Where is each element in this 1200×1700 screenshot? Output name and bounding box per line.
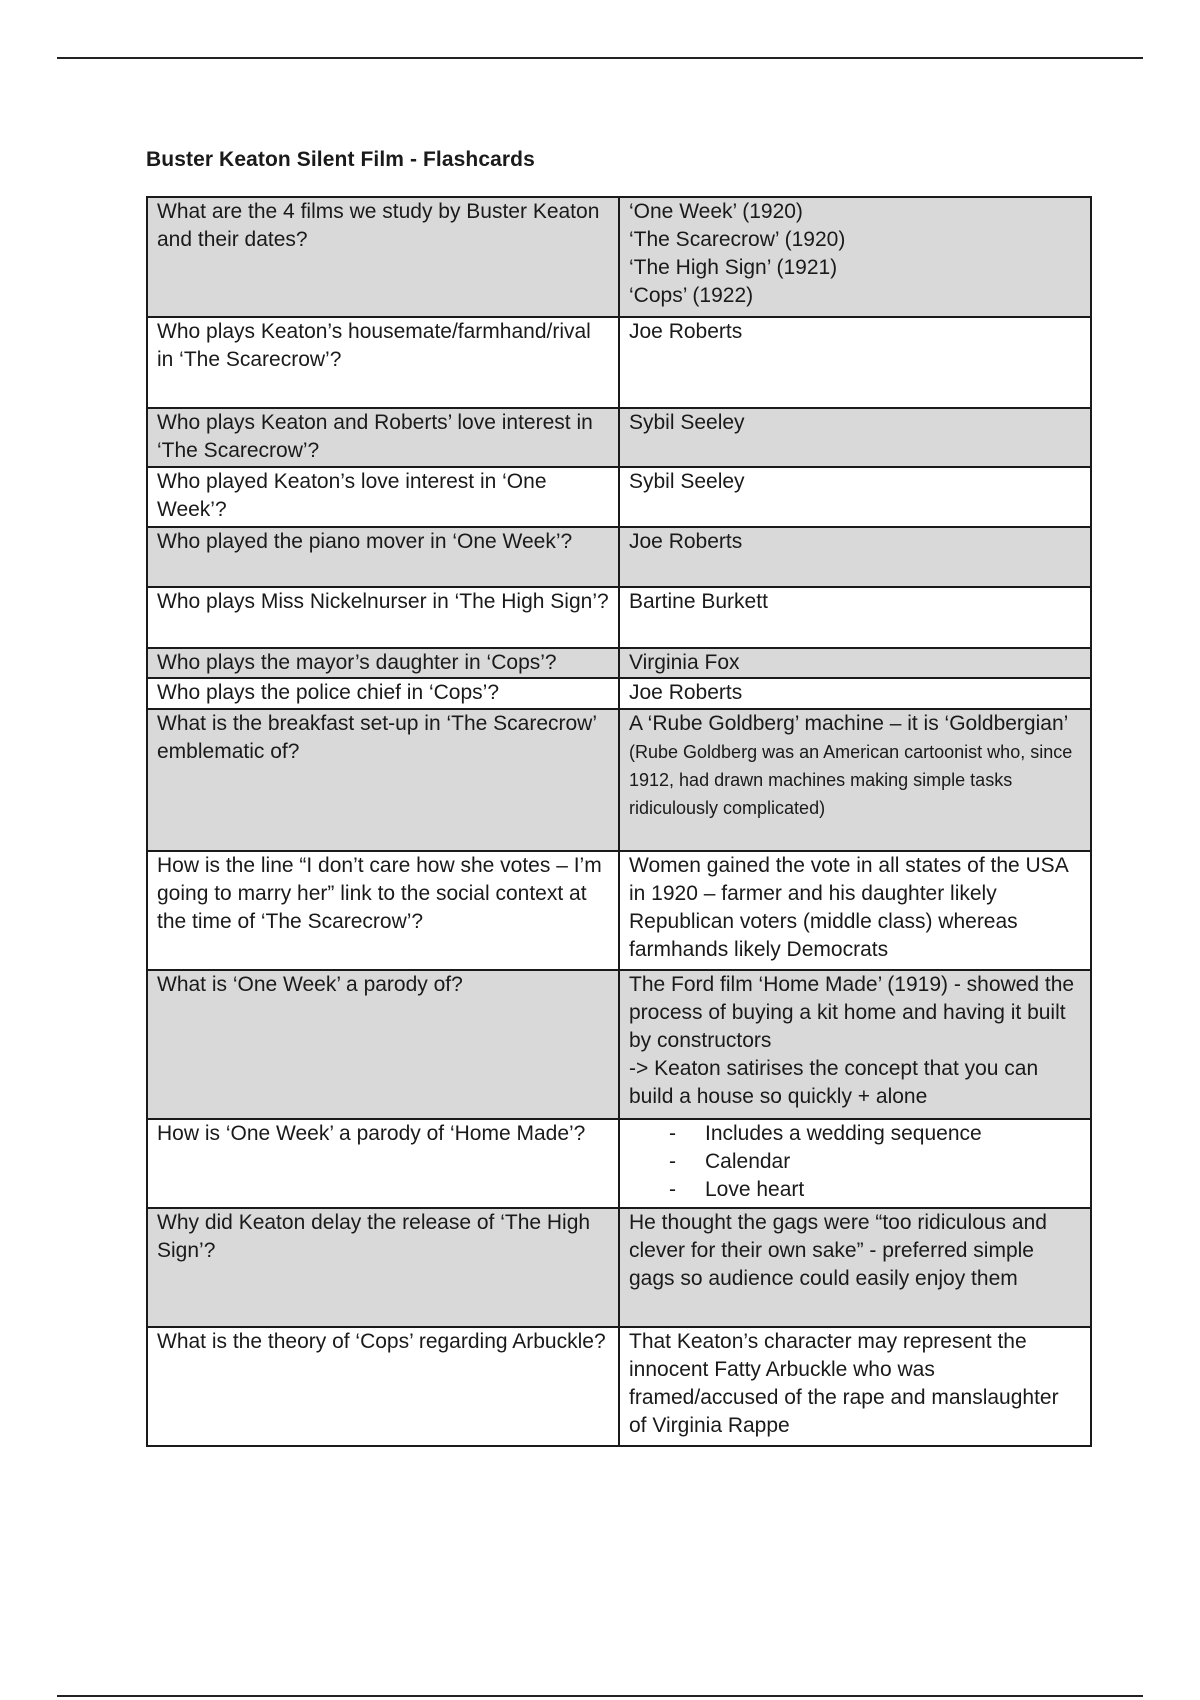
question-text: Who plays the police chief in ‘Cops’?	[157, 681, 500, 704]
answer-text: That Keaton’s character may represent the innocent Fatty Arbuckle who was framed/accused of the rape and manslaughter of Virginia Rappe	[629, 1330, 1059, 1437]
flashcards-table	[146, 196, 1092, 1447]
answer-text: Virginia Fox	[629, 651, 740, 674]
flashcard-row	[147, 1208, 1091, 1327]
answer-cell	[619, 408, 1091, 467]
question-text: How is the line “I don’t care how she votes – I’m going to marry her” link to the social context at the time of ‘The Scarecrow’?	[157, 854, 602, 933]
question-text: Who played the piano mover in ‘One Week’?	[157, 530, 573, 553]
question-text: What is the breakfast set-up in ‘The Scarecrow’ emblematic of?	[157, 712, 597, 763]
answer-text: Sybil Seeley	[629, 411, 745, 434]
flashcard-row	[147, 317, 1091, 408]
answer-text: Women gained the vote in all states of the USA in 1920 – farmer and his daughter likely Republican voters (middle class) whereas farmhands likely Democrats	[629, 854, 1068, 961]
question-cell	[147, 467, 619, 527]
bullet-text: Calendar	[705, 1150, 791, 1173]
answer-line: ‘The Scarecrow’ (1920)	[629, 228, 846, 251]
bullet-text: Includes a wedding sequence	[705, 1122, 982, 1145]
answer-cell	[619, 1208, 1091, 1327]
question-cell	[147, 527, 619, 587]
answer-bullet	[669, 1120, 1081, 1148]
flashcard-row	[147, 1119, 1091, 1208]
question-cell	[147, 709, 619, 851]
question-text: Who plays Miss Nickelnurser in ‘The High Sign’?	[157, 590, 609, 613]
answer-bullet	[669, 1148, 1081, 1176]
flashcard-row	[147, 1327, 1091, 1446]
question-cell	[147, 678, 619, 709]
question-text: Why did Keaton delay the release of ‘The High Sign’?	[157, 1211, 591, 1262]
flashcard-row	[147, 408, 1091, 467]
bullet-text: Love heart	[705, 1178, 805, 1201]
question-cell	[147, 197, 619, 317]
answer-text: Bartine Burkett	[629, 590, 768, 613]
flashcard-row	[147, 587, 1091, 648]
answer-cell	[619, 1327, 1091, 1446]
answer-line: The Ford film ‘Home Made’ (1919) - showed the process of buying a kit home and having it built by constructors	[629, 973, 1075, 1052]
flashcard-row	[147, 648, 1091, 678]
question-text: What is the theory of ‘Cops’ regarding Arbuckle?	[157, 1330, 606, 1353]
question-text: What are the 4 films we study by Buster Keaton and their dates?	[157, 200, 600, 251]
flashcard-row	[147, 467, 1091, 527]
answer-line: ‘Cops’ (1922)	[629, 284, 754, 307]
page-title: Buster Keaton Silent Film - Flashcards	[146, 148, 535, 171]
question-cell	[147, 648, 619, 678]
dash-bullet-icon: -	[669, 1150, 676, 1173]
question-cell	[147, 851, 619, 970]
question-text: Who played Keaton’s love interest in ‘One Week’?	[157, 470, 547, 521]
dash-bullet-icon: -	[669, 1122, 676, 1145]
answer-cell	[619, 527, 1091, 587]
answer-text: Joe Roberts	[629, 681, 743, 704]
question-text: Who plays the mayor’s daughter in ‘Cops’?	[157, 651, 557, 674]
dash-bullet-icon: -	[669, 1178, 676, 1201]
answer-note: (Rube Goldberg was an American cartoonist who, since 1912, had drawn machines making simple tasks ridiculously complicated)	[629, 742, 1073, 818]
answer-cell	[619, 709, 1091, 851]
question-cell	[147, 1208, 619, 1327]
flashcard-row	[147, 527, 1091, 587]
question-text: What is ‘One Week’ a parody of?	[157, 973, 463, 996]
answer-line: -> Keaton satirises the concept that you can build a house so quickly + alone	[629, 1057, 1039, 1108]
answer-text: Joe Roberts	[629, 320, 743, 343]
answer-cell	[619, 197, 1091, 317]
answer-text: Joe Roberts	[629, 530, 743, 553]
answer-cell	[619, 678, 1091, 709]
question-cell	[147, 317, 619, 408]
question-cell	[147, 587, 619, 648]
answer-bullet	[669, 1176, 1081, 1204]
answer-cell	[619, 317, 1091, 408]
question-text: Who plays Keaton and Roberts’ love interest in ‘The Scarecrow’?	[157, 411, 593, 462]
answer-line: ‘The High Sign’ (1921)	[629, 256, 838, 279]
answer-bullet-list	[629, 1120, 1081, 1204]
answer-cell	[619, 970, 1091, 1119]
answer-cell	[619, 851, 1091, 970]
question-cell	[147, 970, 619, 1119]
flashcard-row	[147, 678, 1091, 709]
answer-cell	[619, 648, 1091, 678]
question-cell	[147, 1327, 619, 1446]
flashcard-row	[147, 851, 1091, 970]
answer-text: Sybil Seeley	[629, 470, 745, 493]
header-rule	[57, 57, 1143, 59]
answer-cell	[619, 1119, 1091, 1208]
footer-rule	[57, 1695, 1143, 1697]
question-text: Who plays Keaton’s housemate/farmhand/rival in ‘The Scarecrow’?	[157, 320, 591, 371]
flashcard-row	[147, 197, 1091, 317]
answer-text: A ‘Rube Goldberg’ machine – it is ‘Goldbergian’	[629, 712, 1068, 735]
question-text: How is ‘One Week’ a parody of ‘Home Made’?	[157, 1122, 586, 1145]
flashcard-row	[147, 709, 1091, 851]
answer-cell	[619, 587, 1091, 648]
question-cell	[147, 1119, 619, 1208]
answer-line: ‘One Week’ (1920)	[629, 200, 803, 223]
answer-text: He thought the gags were “too ridiculous and clever for their own sake” - preferred simple gags so audience could easily enjoy them	[629, 1211, 1047, 1290]
flashcard-row	[147, 970, 1091, 1119]
answer-cell	[619, 467, 1091, 527]
question-cell	[147, 408, 619, 467]
